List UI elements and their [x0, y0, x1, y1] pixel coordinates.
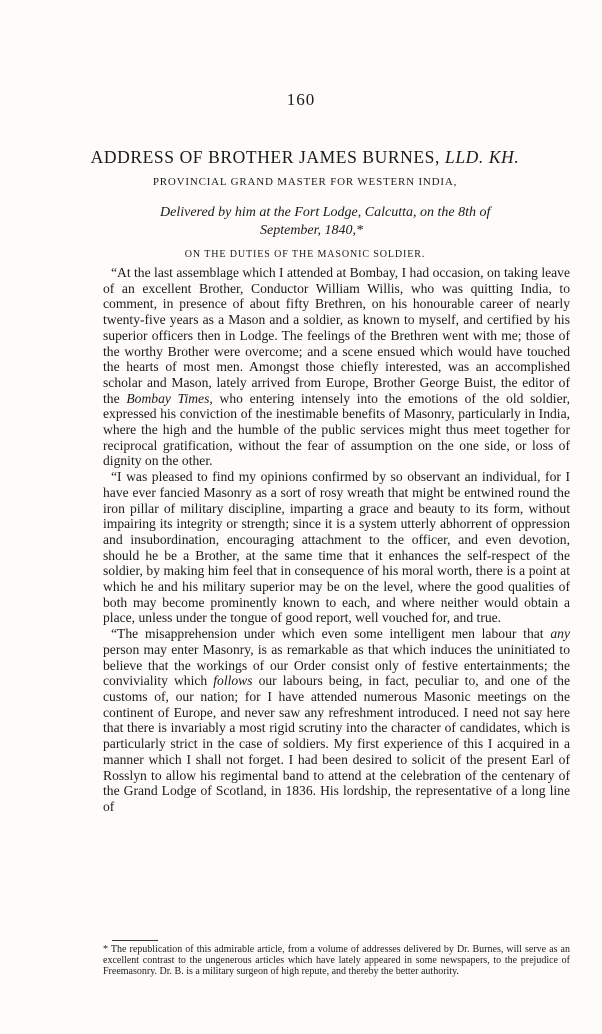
paragraph-3-text-a: “The misapprehension under which even some intelligent men labour that: [111, 626, 551, 642]
page-number: 160: [286, 90, 316, 109]
footnote-rule: [112, 940, 158, 941]
delivery-note: [160, 204, 570, 240]
paragraph-3-italic-a: any: [550, 626, 570, 642]
paragraph-2-text: “I was pleased to find my opinions confirmed by so observant an individual, for I have ever fancied Masonry as a sort of rosy wreath that might be entwined round the iron pillar of military discipline, imparting a grace and beauty to its form, without impairing its integrity or strength; since it is a system utterly abhorrent of oppression and insubordination, encouraging attachment to the officer, and even devotion, should he be a Brother, at the same time that it enhances the self-respect of the soldier, by making him feel that in consequence of his moral worth, there is a point at which he and his military superior may be on the level, where the good qualities of both may become prominently known to each, and where neither would obtain a place, unless under the tongue of good report, well vouched for, and true.: [103, 469, 570, 626]
title-main: ADDRESS OF BROTHER JAMES BURNES,: [90, 147, 440, 167]
article-subtitle: PROVINCIAL GRAND MASTER FOR WESTERN INDIA,: [152, 176, 458, 188]
paragraph-3-text-c: our labours being, in fact, peculiar to, and one of the customs of, our nation; for I have attended numerous Masonic meetings on the continent of Europe, and never saw any refreshment introduced. I need not say here that there is invariably a most rigid scrutiny into the character of candidates, which is particularly strict in the case of soldiers. My first experience of this I acquired in a manner which I shall not forget. I had been desired to solicit of the present Earl of Rosslyn to allow his regimental band to attend at the celebration of the centenary of the Grand Lodge of Scotland, in 1836. His lordship, the representative of a long line of: [103, 673, 570, 814]
paragraph-3-italic-b: follows: [213, 673, 253, 689]
paragraph-1-text-b: who entering intensely into the emotions of the old soldier, expressed his conviction of the inestimable benefits of Masonry, particularly in India, where the high and the humble of the public services might thus meet together for reciprocal gratification, without the fear of assumption on the one side, or loss of dignity on the other.: [103, 390, 570, 469]
footnote: * The republication of this admirable article, from a volume of addresses delivered by Dr. Burnes, will serve as an excellent contrast to the ungenerous articles which have lately appeared in some newspapers, to the prejudice of Freemasonry. Dr. B. is a military surgeon of high repute, and thereby the better authority.: [103, 944, 570, 977]
article-body: [103, 265, 570, 815]
delivery-note-line2: September, 1840,*: [260, 223, 364, 238]
title-degrees: LLD. KH.: [444, 147, 520, 167]
article-title: [40, 147, 570, 168]
delivery-note-line1: Delivered by him at the Fort Lodge, Calcutta, on the 8th of: [160, 205, 491, 220]
paragraph-1-italic: Bombay Times,: [126, 390, 213, 406]
paragraph-3-text-b: person may enter Masonry, is as remarkable as that which induces the uninitiated to believe that the workings of our Order consist only of festive entertainments; the conviviality which: [103, 641, 570, 689]
paragraph-1: [103, 265, 570, 469]
paragraph-3: [103, 626, 570, 814]
paragraph-2: [103, 469, 570, 626]
section-topic: ON THE DUTIES OF THE MASONIC SOLDIER.: [184, 249, 426, 260]
paragraph-1-text-a: “At the last assemblage which I attended at Bombay, I had occasion, on taking leave of an excellent Brother, Conductor William Willis, who was quitting India, to comment, in presence of about fifty Brethren, on his honourable career of nearly twenty-five years as a Mason and a soldier, as known to myself, and certified by his superior officers then in Lodge. The feelings of the Brethren went with me; those of the worthy Brother were overcome; and a scene ensued which would have touched the hearts of most men. Amongst those chiefly interested, was an accomplished scholar and Mason, lately arrived from Europe, Brother George Buist, the editor of the: [103, 265, 570, 406]
